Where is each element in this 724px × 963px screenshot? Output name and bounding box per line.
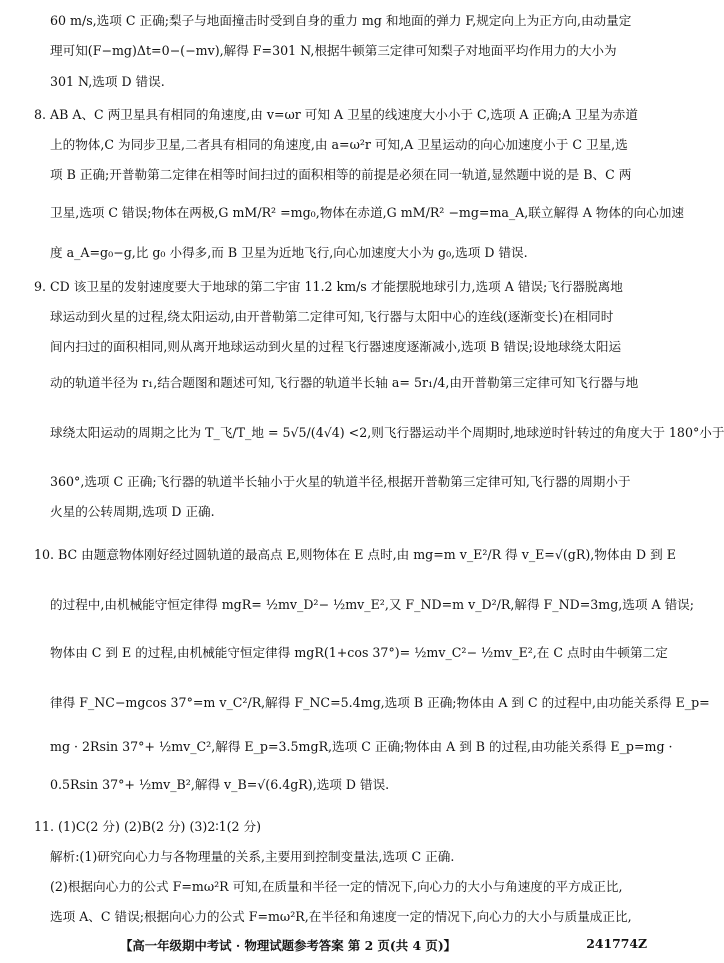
text-line-11: 间内扫过的面积相同,则从离开地球运动到火星的过程飞行器速度逐渐减小,选项 B 错误;设地球绕太阳运 bbox=[50, 339, 622, 354]
text-line-17: 的过程中,由机械能守恒定律得 mgR= ½mv_D²− ½mv_E²,又 F_ND=m v_D²/R,解得 F_ND=3mg,选项 A 错误; bbox=[50, 597, 694, 612]
text-line-20: mg · 2Rsin 37°+ ½mv_C²,解得 E_p=3.5mgR,选项 C 正确;物体由 A 到 B 的过程,由功能关系得 E_p=mg · bbox=[50, 739, 673, 754]
text-line-2: 理可知(F−mg)Δt=0−(−mv),解得 F=301 N,根据牛顿第三定律可知梨子对地面平均作用力的大小为 bbox=[50, 43, 617, 58]
text-line-9: 9. CD 该卫星的发射速度要大于地球的第二宇宙 11.2 km/s 才能摆脱地球引力,选项 A 错误;飞行器脱离地 bbox=[34, 279, 623, 294]
text-line-10: 球运动到火星的过程,绕太阳运动,由开普勒第二定律可知,飞行器与太阳中心的连线(逐渐变长)在相同时 bbox=[50, 309, 614, 324]
text-line-4: 8. AB A、C 两卫星具有相同的角速度,由 v=ωr 可知 A 卫星的线速度大小小于 C,选项 A 正确;A 卫星为赤道 bbox=[34, 107, 638, 122]
text-line-15: 火星的公转周期,选项 D 正确. bbox=[50, 504, 215, 519]
text-line-6: 项 B 正确;开普勒第二定律在相等时间扫过的面积相等的前提是必须在同一轨道,显然题中说的是 B、C 两 bbox=[50, 167, 632, 182]
text-line-22: 11. (1)C(2 分) (2)B(2 分) (3)2∶1(2 分) bbox=[34, 819, 262, 834]
text-line-8: 度 a_A=g₀−g,比 g₀ 小得多,而 B 卫星为近地飞行,向心加速度大小为 g₀,选项 D 错误. bbox=[50, 245, 528, 260]
text-line-25: 选项 A、C 错误;根据向心力的公式 F=mω²R,在半径和角速度一定的情况下,向心力的大小与质量成正比, bbox=[50, 909, 632, 924]
text-line-18: 物体由 C 到 E 的过程,由机械能守恒定律得 mgR(1+cos 37°)= ½mv_C²− ½mv_E²,在 C 点时由牛顿第二定 bbox=[50, 645, 668, 660]
text-line-13: 球绕太阳运动的周期之比为 T_飞/T_地 = 5√5/(4√4) <2,则飞行器运动半个周期时,地球逆时针转过的角度大于 180°小于 bbox=[50, 425, 724, 440]
text-line-24: (2)根据向心力的公式 F=mω²R 可知,在质量和半径一定的情况下,向心力的大小与角速度的平方成正比, bbox=[50, 879, 623, 894]
text-line-7: 卫星,选项 C 错误;物体在两极,G mM/R² =mg₀,物体在赤道,G mM/R² −mg=ma_A,联立解得 A 物体的向心加速 bbox=[50, 205, 684, 220]
text-line-19: 律得 F_NC−mgcos 37°=m v_C²/R,解得 F_NC=5.4mg,选项 B 正确;物体由 A 到 C 的过程中,由功能关系得 E_p= bbox=[50, 695, 710, 710]
text-line-21: 0.5Rsin 37°+ ½mv_B²,解得 v_B=√(6.4gR),选项 D 错误. bbox=[50, 777, 390, 792]
text-line-3: 301 N,选项 D 错误. bbox=[50, 74, 165, 89]
text-line-12: 动的轨道半径为 r₁,结合题图和题述可知,飞行器的轨道半长轴 a= 5r₁/4,由开普勒第三定律可知飞行器与地 bbox=[50, 375, 639, 390]
text-line-5: 上的物体,C 为同步卫星,二者具有相同的角速度,由 a=ω²r 可知,A 卫星运动的向心加速度小于 C 卫星,选 bbox=[50, 137, 628, 152]
text-line-1: 60 m/s,选项 C 正确;梨子与地面撞击时受到自身的重力 mg 和地面的弹力 F,规定向上为正方向,由动量定 bbox=[50, 13, 632, 28]
text-line-14: 360°,选项 C 正确;飞行器的轨道半长轴小于火星的轨道半径,根据开普勒第三定律可知,飞行器的周期小于 bbox=[50, 474, 631, 489]
page-footer: 【高一年级期中考试 · 物理试题参考答案 第 2 页(共 4 页)】 bbox=[120, 938, 457, 953]
text-line-23: 解析:(1)研究向心力与各物理量的关系,主要用到控制变量法,选项 C 正确. bbox=[50, 849, 455, 864]
document-code: 241774Z bbox=[586, 936, 647, 951]
text-line-16: 10. BC 由题意物体刚好经过圆轨道的最高点 E,则物体在 E 点时,由 mg=m v_E²/R 得 v_E=√(gR),物体由 D 到 E bbox=[34, 547, 676, 562]
